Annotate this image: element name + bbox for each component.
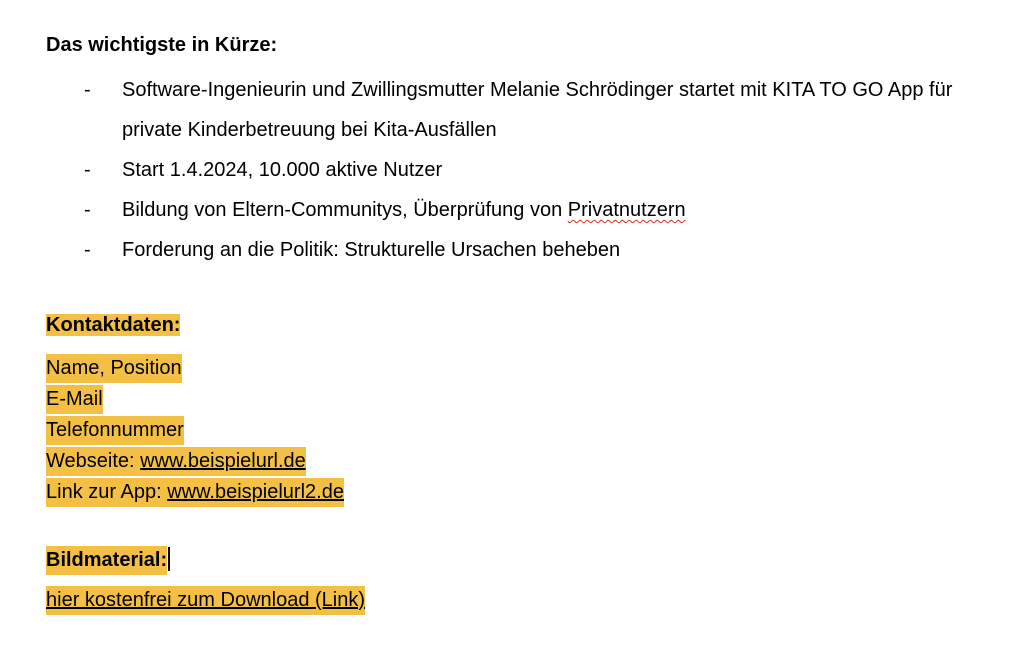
- list-item-text: Software-Ingenieurin und Zwillingsmutter Melanie Schrödinger startet mit KITA TO GO App für private Kinderbetreuung bei Kita-Ausfällen: [122, 79, 953, 141]
- contact-website-line: [46, 446, 344, 477]
- contact-title: [46, 310, 344, 353]
- text-cursor: [168, 547, 170, 571]
- bullet-dash: -: [84, 239, 91, 261]
- highlighted-text: Kontaktdaten:: [46, 314, 181, 336]
- app-link[interactable]: www.beispielurl2.de: [167, 481, 344, 503]
- list-item: [0, 150, 982, 190]
- contact-phone-line: [46, 415, 344, 446]
- list-item-text: Forderung an die Politik: Strukturelle Ursachen beheben: [122, 239, 621, 261]
- images-section: [46, 545, 365, 616]
- summary-heading: Das wichtigste in Kürze:: [46, 34, 278, 56]
- images-title: Bildmaterial:: [46, 546, 167, 575]
- list-item: [0, 70, 982, 150]
- misspelled-word[interactable]: Privatnutzern: [567, 199, 686, 221]
- contact-section: [46, 310, 344, 508]
- bullet-dash: -: [84, 159, 91, 181]
- app-highlight: [46, 478, 344, 507]
- bullet-dash: -: [84, 79, 91, 101]
- images-title-line: [46, 545, 365, 585]
- list-item-text: Start 1.4.2024, 10.000 aktive Nutzer: [122, 159, 443, 181]
- list-item-text: Bildung von Eltern-Communitys, Überprüfung von: [122, 199, 568, 221]
- contact-email-line: [46, 384, 344, 415]
- download-line: [46, 585, 365, 616]
- website-link[interactable]: www.beispielurl.de: [140, 450, 306, 472]
- website-highlight: [46, 447, 306, 476]
- contact-name-line: [46, 353, 344, 384]
- download-link[interactable]: hier kostenfrei zum Download (Link): [46, 586, 365, 615]
- contact-email: E-Mail: [46, 385, 103, 414]
- website-label: Webseite:: [46, 450, 141, 472]
- bullet-dash: -: [84, 199, 91, 221]
- list-item: [0, 230, 982, 270]
- contact-phone: Telefonnummer: [46, 416, 184, 445]
- app-label: Link zur App:: [46, 481, 168, 503]
- list-item: [0, 190, 982, 230]
- contact-name-position: Name, Position: [46, 354, 182, 383]
- contact-app-line: [46, 477, 344, 508]
- summary-list: [0, 70, 1024, 270]
